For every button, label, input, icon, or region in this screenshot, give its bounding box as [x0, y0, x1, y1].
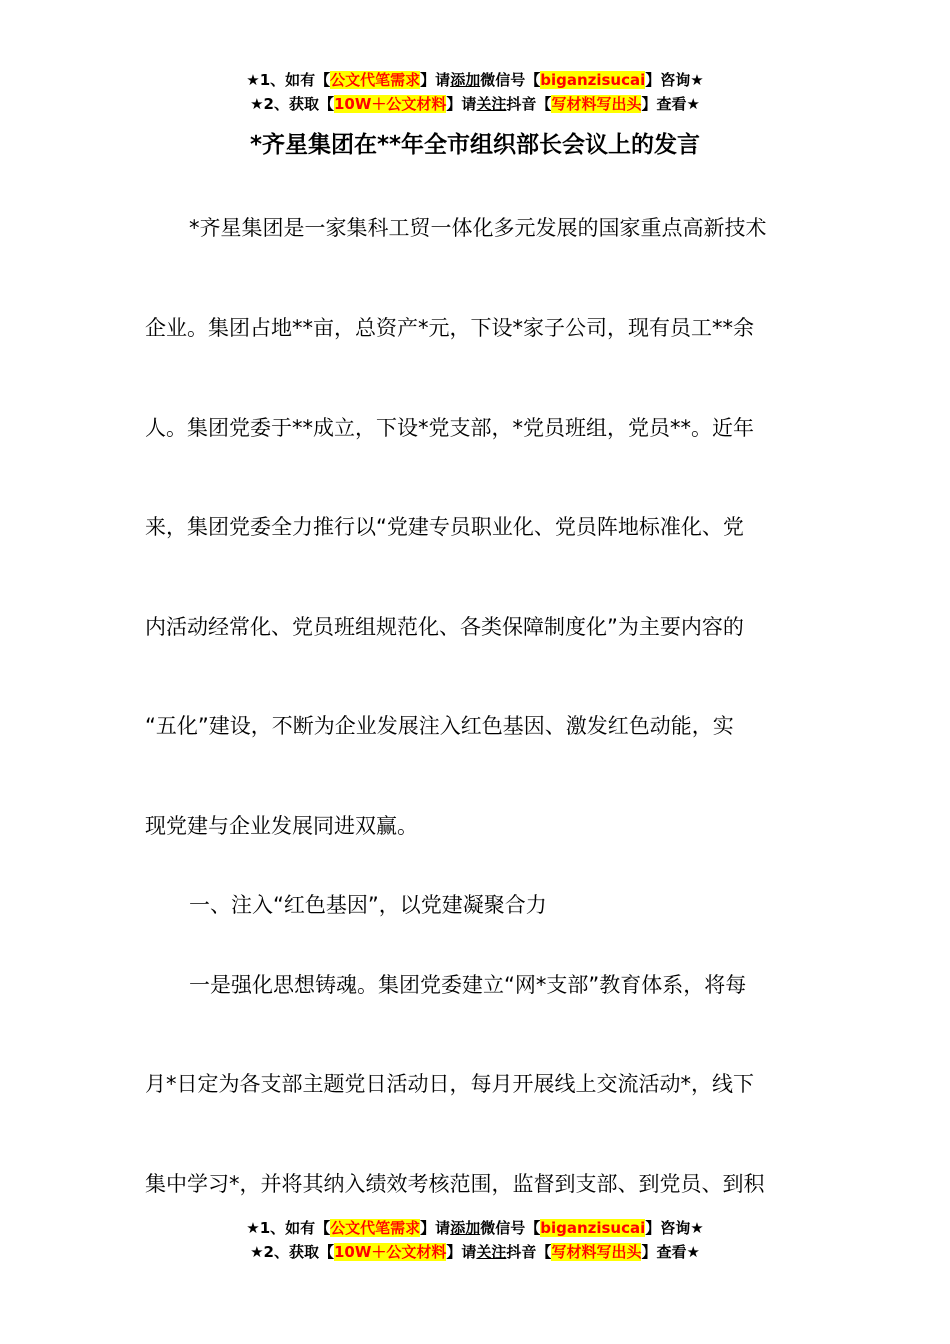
banner-underline: 添加: [450, 71, 481, 89]
body-line: 来，集团党委全力推行以“党建专员职业化、党员阵地标准化、党: [145, 515, 744, 539]
banner-text: 微信号【: [480, 1219, 541, 1237]
banner-text: 】查看★: [641, 95, 700, 113]
banner-underline: 添加: [450, 1219, 481, 1237]
banner-text: 】咨询★: [645, 1219, 704, 1237]
banner-underline: 关注: [476, 95, 507, 113]
body-line: “五化”建设，不断为企业发展注入红色基因、激发红色动能，实: [145, 714, 734, 738]
banner-highlight: biganzisucai: [540, 71, 646, 89]
banner-text: 抖音【: [506, 1243, 552, 1261]
banner-text: 】请: [446, 1243, 477, 1261]
body-line: *齐星集团是一家集科工贸一体化多元发展的国家重点高新技术: [189, 216, 767, 240]
banner-line-1: [0, 68, 950, 92]
body-line: 一是强化思想铸魂。集团党委建立“网*支部”教育体系，将每: [189, 973, 747, 997]
banner-text: 】请: [420, 1219, 451, 1237]
banner-text: ★1、如有【: [246, 1219, 331, 1237]
document-title: *齐星集团在**年全市组织部长会议上的发言: [249, 132, 701, 158]
banner-text: 微信号【: [480, 71, 541, 89]
banner-text: 】请: [420, 71, 451, 89]
banner-text: 抖音【: [506, 95, 552, 113]
body-line: 内活动经常化、党员班组规范化、各类保障制度化”为主要内容的: [145, 615, 744, 639]
section-heading: 一、注入“红色基因”，以党建凝聚合力: [189, 893, 547, 917]
body-line: 人。集团党委于**成立，下设*党支部，*党员班组，党员**。近年: [145, 416, 754, 440]
body-line: 现党建与企业发展同进双赢。: [145, 814, 418, 838]
body-line: 月*日定为各支部主题党日活动日，每月开展线上交流活动*，线下: [145, 1072, 754, 1096]
banner-highlight: 写材料写出头: [551, 95, 642, 113]
banner-text: 】咨询★: [645, 71, 704, 89]
banner-highlight: 10W＋公文材料: [333, 95, 447, 113]
banner-line-2: [0, 1240, 950, 1264]
banner-text: 】请: [446, 95, 477, 113]
banner-highlight: 公文代笔需求: [330, 1219, 421, 1237]
body-line: 集中学习*，并将其纳入绩效考核范围，监督到支部、到党员、到积: [145, 1172, 765, 1196]
banner-line-2: [0, 92, 950, 116]
banner-highlight: 10W＋公文材料: [333, 1243, 447, 1261]
banner-highlight: 公文代笔需求: [330, 71, 421, 89]
banner-line-1: [0, 1216, 950, 1240]
banner-highlight: 写材料写出头: [551, 1243, 642, 1261]
banner-text: ★2、获取【: [250, 95, 334, 113]
footer-banner: [0, 1216, 950, 1264]
banner-text: ★2、获取【: [250, 1243, 334, 1261]
body-line: 企业。集团占地**亩，总资产*元，下设*家子公司，现有员工**余: [145, 316, 754, 340]
banner-highlight: biganzisucai: [540, 1219, 646, 1237]
header-banner: [0, 68, 950, 116]
banner-underline: 关注: [476, 1243, 507, 1261]
banner-text: 】查看★: [641, 1243, 700, 1261]
banner-text: ★1、如有【: [246, 71, 331, 89]
